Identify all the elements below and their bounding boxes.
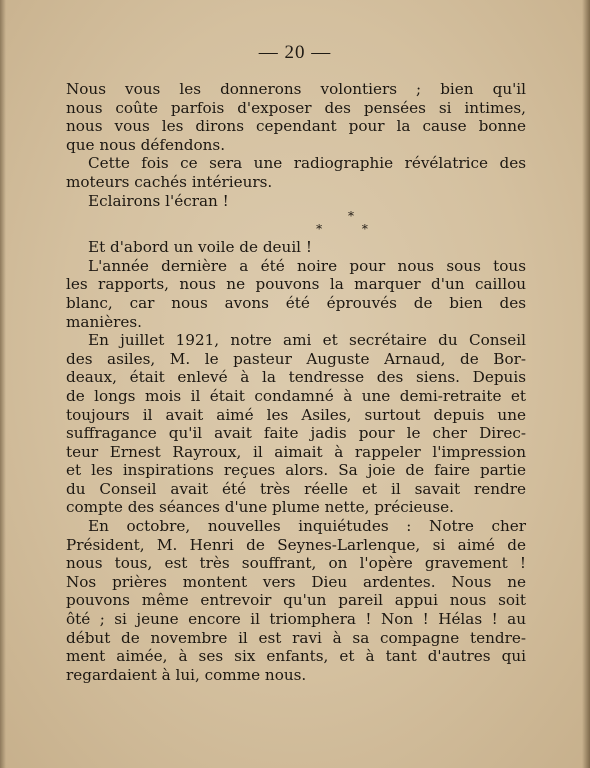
page-edge-right — [582, 0, 590, 768]
text-line: L'année dernière a été noire pour nous sous tous — [88, 256, 526, 275]
text-line: moteurs cachés intérieurs. — [66, 172, 273, 191]
text-line: Nous vous les donnerons volontiers ; bien qu'il — [66, 80, 526, 98]
text-line: des asiles, M. le pasteur Auguste Arnaud, de Bor- — [66, 349, 526, 368]
text-line: compte des séances d'une plume nette, précieuse. — [66, 498, 454, 517]
text-line: Cette fois ce sera une radiographie révélatrice des — [88, 154, 526, 173]
text-line: début de novembre il est ravi à sa compagne tendre- — [66, 628, 526, 647]
text-line: Eclairons l'écran ! — [88, 191, 229, 210]
text-line: Et d'abord un voile de deuil ! — [88, 238, 312, 257]
text-line: En octobre, nouvelles inquiétudes : Notre cher — [88, 517, 526, 536]
text-line: toujours il avait aimé les Asiles, surtout depuis une — [66, 405, 526, 424]
text-line: suffragance qu'il avait faite jadis pour le cher Direc- — [66, 424, 526, 443]
text-line: les rapports, nous ne pouvons la marquer d'un caillou — [66, 275, 526, 294]
text-line: deaux, était enlevé à la tendresse des siens. Depuis — [66, 368, 526, 387]
text-line: ment aimée, à ses six enfants, et à tant d'autres qui — [66, 647, 526, 666]
text-line: de longs mois il était condamné à une demi-retraite et — [66, 386, 526, 405]
text-line: En juillet 1921, notre ami et secrétaire du Conseil — [88, 331, 526, 350]
text-line: Nos prières montent vers Dieu ardentes. Nous ne — [66, 572, 526, 591]
text-line: blanc, car nous avons été éprouvés de bien des — [66, 293, 526, 312]
page-number: — 20 — — [258, 42, 332, 63]
text-line: nous vous les dirons cependant pour la cause bonne — [66, 117, 526, 136]
page-edge-left — [0, 0, 6, 768]
text-line: nous coûte parfois d'exposer des pensées si intimes, — [66, 98, 526, 117]
text-line: regardaient à lui, comme nous. — [66, 665, 307, 684]
text-line: manières. — [66, 312, 142, 331]
text-line: ôté ; si jeune encore il triomphera ! Non ! Hélas ! au — [66, 610, 526, 629]
section-separator-bottom: * * — [316, 222, 386, 237]
text-line: nous tous, est très souffrant, on l'opère gravement ! — [66, 554, 526, 573]
text-line: pouvons même entrevoir qu'un pareil appui nous soit — [66, 591, 526, 610]
text-line: et les inspirations reçues alors. Sa joie de faire partie — [66, 461, 526, 480]
text-line: du Conseil avait été très réelle et il savait rendre — [66, 479, 526, 498]
section-separator-top: * — [348, 209, 354, 224]
text-line: que nous défendons. — [66, 135, 226, 154]
text-line: teur Ernest Rayroux, il aimait à rappeler l'impression — [66, 442, 526, 461]
body-text — [66, 80, 526, 684]
text-line: Président, M. Henri de Seynes-Larlenque, si aimé de — [66, 535, 526, 554]
